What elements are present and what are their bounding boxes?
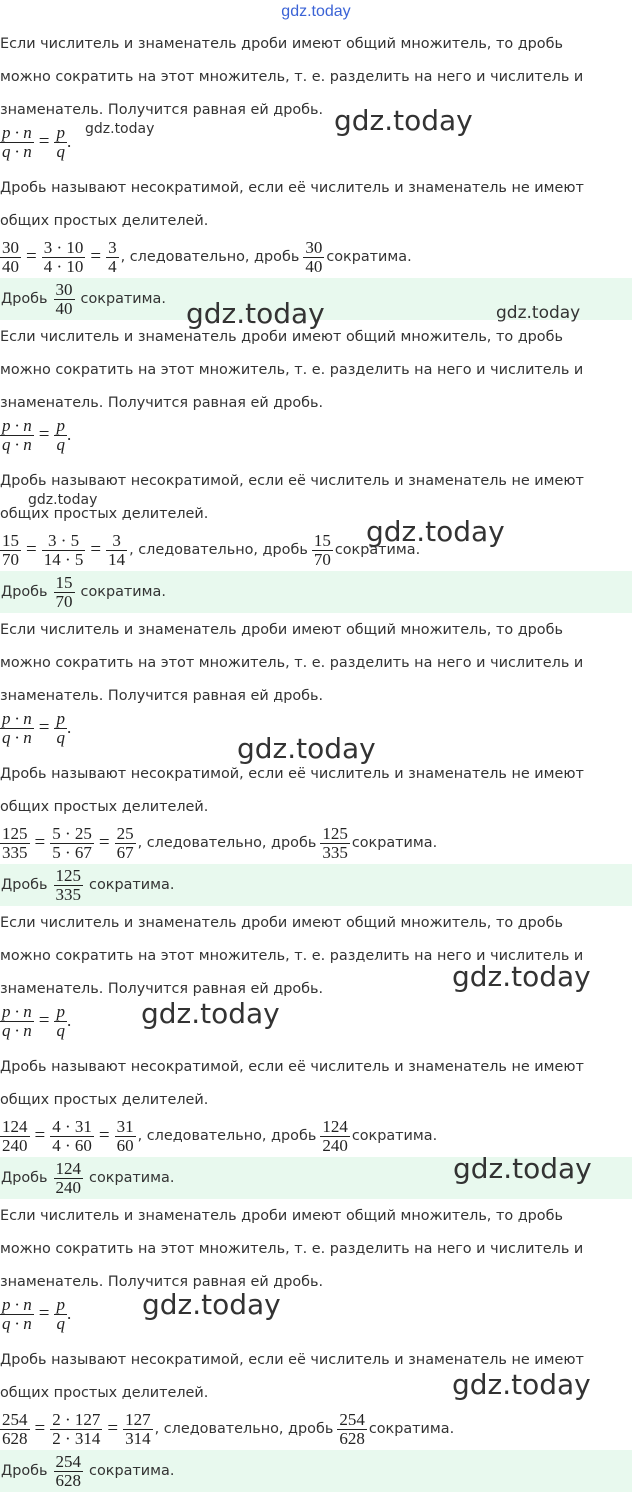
fraction-numerator: p · n bbox=[2, 122, 32, 142]
fraction-denominator: 240 bbox=[2, 1135, 28, 1155]
fraction-numerator: 30 bbox=[55, 279, 73, 299]
equals-sign: = bbox=[98, 832, 110, 853]
fraction-numerator: 3 bbox=[112, 530, 121, 550]
definition-text: общих простых делителей. bbox=[0, 213, 209, 229]
equals-sign: = bbox=[34, 832, 46, 853]
rule-text: Если числитель и знаменатель дроби имеют общий множитель, то дробь bbox=[0, 36, 563, 52]
fraction bbox=[54, 1453, 84, 1490]
fraction-numerator: p · n bbox=[2, 708, 32, 728]
fraction-denominator: q bbox=[56, 141, 65, 161]
definition-text: общих простых делителей. bbox=[0, 506, 209, 522]
fraction-numerator: 124 bbox=[322, 1116, 348, 1136]
fraction-denominator: 40 bbox=[2, 256, 19, 276]
fraction bbox=[115, 1118, 136, 1155]
fraction-denominator: 240 bbox=[322, 1135, 348, 1155]
rule-text: можно сократить на этот множитель, т. е. разделить на него и числитель и bbox=[0, 362, 584, 378]
reduction-equation bbox=[0, 1409, 458, 1449]
fraction-denominator: 70 bbox=[2, 549, 19, 569]
fraction-denominator: q bbox=[56, 1020, 65, 1040]
conclusion-text: сократима. bbox=[326, 249, 412, 265]
fraction-denominator: 67 bbox=[116, 842, 134, 862]
fraction bbox=[54, 574, 75, 611]
period: . bbox=[66, 1304, 72, 1323]
fraction-denominator: 14 · 5 bbox=[43, 549, 84, 569]
fraction-denominator: 628 bbox=[2, 1428, 28, 1448]
fraction bbox=[0, 532, 21, 569]
conclusion-text: , следовательно, дробь bbox=[137, 1128, 317, 1144]
fraction-denominator: 14 bbox=[108, 549, 126, 569]
fraction bbox=[54, 417, 67, 454]
fraction bbox=[54, 1160, 84, 1197]
fraction bbox=[0, 1118, 30, 1155]
definition-text: Дробь называют несократимой, если её числитель и знаменатель не имеют bbox=[0, 1352, 584, 1368]
fraction-denominator: q · n bbox=[2, 1313, 32, 1333]
fraction bbox=[123, 1411, 153, 1448]
equals-sign: = bbox=[98, 1125, 110, 1146]
fraction-denominator: 628 bbox=[55, 1470, 82, 1490]
fraction-denominator: q · n bbox=[2, 1020, 32, 1040]
conclusion-text: , следовательно, дробь bbox=[137, 835, 317, 851]
reduction-equation bbox=[0, 1116, 441, 1156]
fraction-numerator: p bbox=[56, 708, 65, 728]
equals-sign: = bbox=[34, 1418, 46, 1439]
rule-text: Если числитель и знаменатель дроби имеют общий множитель, то дробь bbox=[0, 329, 563, 345]
rule-text: Если числитель и знаменатель дроби имеют общий множитель, то дробь bbox=[0, 915, 563, 931]
fraction-numerator: 2 · 127 bbox=[52, 1409, 101, 1429]
equals-sign: = bbox=[90, 539, 102, 560]
rule-text: можно сократить на этот множитель, т. е. разделить на него и числитель и bbox=[0, 948, 584, 964]
fraction-denominator: 5 · 67 bbox=[52, 842, 92, 862]
answer-label: сократима. bbox=[80, 584, 166, 600]
definition-text: Дробь называют несократимой, если её числитель и знаменатель не имеют bbox=[0, 180, 584, 196]
rule-text: Если числитель и знаменатель дроби имеют общий множитель, то дробь bbox=[0, 622, 563, 638]
rule-text: Если числитель и знаменатель дроби имеют общий множитель, то дробь bbox=[0, 1208, 563, 1224]
fraction-denominator: q · n bbox=[2, 434, 32, 454]
solution-block bbox=[0, 321, 632, 614]
fraction bbox=[106, 239, 119, 276]
fraction bbox=[54, 124, 67, 161]
fraction bbox=[54, 710, 67, 747]
fraction-denominator: 335 bbox=[322, 842, 348, 862]
watermark: gdz.today bbox=[141, 997, 280, 1030]
reduction-equation bbox=[0, 530, 424, 570]
fraction-denominator: q bbox=[56, 1313, 65, 1333]
fraction bbox=[0, 1003, 34, 1040]
period: . bbox=[66, 1011, 72, 1030]
rule-text: можно сократить на этот множитель, т. е. разделить на него и числитель и bbox=[0, 655, 584, 671]
fraction-denominator: 40 bbox=[305, 256, 323, 276]
fraction-numerator: 31 bbox=[116, 1116, 134, 1136]
site-title[interactable]: gdz.today bbox=[281, 3, 351, 20]
watermark: gdz.today bbox=[85, 121, 155, 137]
fraction-denominator: 4 bbox=[108, 256, 117, 276]
fraction-denominator: q · n bbox=[2, 727, 32, 747]
fraction bbox=[54, 1003, 67, 1040]
equals-sign: = bbox=[107, 1418, 119, 1439]
equals-sign: = bbox=[34, 1125, 46, 1146]
reduction-formula bbox=[0, 1001, 71, 1041]
watermark: gdz.today bbox=[453, 1152, 592, 1185]
watermark: gdz.today bbox=[28, 492, 98, 508]
fraction-numerator: 125 bbox=[55, 865, 82, 885]
reduction-equation bbox=[0, 237, 416, 277]
fraction-numerator: 254 bbox=[339, 1409, 365, 1429]
answer-label: Дробь bbox=[1, 1463, 48, 1479]
answer-label: Дробь bbox=[1, 584, 48, 600]
fraction-numerator: 125 bbox=[322, 823, 348, 843]
watermark: gdz.today bbox=[452, 960, 591, 993]
fraction bbox=[54, 281, 75, 318]
rule-text: можно сократить на этот множитель, т. е. разделить на него и числитель и bbox=[0, 1241, 584, 1257]
watermark: gdz.today bbox=[366, 515, 505, 548]
fraction bbox=[54, 867, 84, 904]
equals-sign: = bbox=[38, 131, 50, 152]
definition-text: Дробь называют несократимой, если её числитель и знаменатель не имеют bbox=[0, 473, 584, 489]
rule-text: знаменатель. Получится равная ей дробь. bbox=[0, 688, 324, 704]
definition-text: общих простых делителей. bbox=[0, 1385, 209, 1401]
equals-sign: = bbox=[90, 246, 102, 267]
fraction-numerator: 125 bbox=[2, 823, 28, 843]
fraction-numerator: 15 bbox=[55, 572, 73, 592]
rule-text: знаменатель. Получится равная ей дробь. bbox=[0, 1274, 324, 1290]
period: . bbox=[66, 718, 72, 737]
fraction-numerator: 4 · 31 bbox=[52, 1116, 92, 1136]
fraction-numerator: 127 bbox=[125, 1409, 151, 1429]
conclusion-text: сократима. bbox=[368, 1421, 455, 1437]
fraction-numerator: 124 bbox=[55, 1158, 82, 1178]
definition-text: Дробь называют несократимой, если её числитель и знаменатель не имеют bbox=[0, 766, 584, 782]
fraction bbox=[42, 239, 86, 276]
answer-label: Дробь bbox=[1, 877, 48, 893]
definition-text: общих простых делителей. bbox=[0, 1092, 209, 1108]
watermark: gdz.today bbox=[186, 297, 325, 330]
fraction-numerator: 5 · 25 bbox=[52, 823, 92, 843]
reduction-formula bbox=[0, 1294, 71, 1334]
rule-text: можно сократить на этот множитель, т. е. разделить на него и числитель и bbox=[0, 69, 584, 85]
conclusion-text: сократима. bbox=[351, 1128, 438, 1144]
fraction-numerator: 15 bbox=[2, 530, 19, 550]
fraction bbox=[42, 532, 86, 569]
fraction-numerator: 3 · 10 bbox=[43, 237, 84, 257]
equals-sign: = bbox=[26, 539, 37, 560]
conclusion-text: сократима. bbox=[334, 542, 421, 558]
fraction-numerator: 30 bbox=[2, 237, 19, 257]
fraction-numerator: p · n bbox=[2, 415, 32, 435]
fraction bbox=[54, 1296, 67, 1333]
fraction-numerator: 25 bbox=[116, 823, 134, 843]
answer-highlight bbox=[0, 1450, 632, 1492]
conclusion-text: , следовательно, дробь bbox=[154, 1421, 334, 1437]
watermark: gdz.today bbox=[496, 303, 581, 323]
watermark: gdz.today bbox=[237, 732, 376, 765]
conclusion-text: сократима. bbox=[351, 835, 438, 851]
answer-label: Дробь bbox=[1, 1170, 48, 1186]
answer-highlight bbox=[0, 571, 632, 613]
fraction bbox=[320, 1118, 350, 1155]
fraction-numerator: 124 bbox=[2, 1116, 28, 1136]
rule-text: знаменатель. Получится равная ей дробь. bbox=[0, 395, 324, 411]
fraction-denominator: q bbox=[56, 727, 65, 747]
fraction-numerator: 3 bbox=[108, 237, 117, 257]
equals-sign: = bbox=[26, 246, 37, 267]
equals-sign: = bbox=[38, 1303, 50, 1324]
fraction bbox=[50, 825, 94, 862]
fraction bbox=[106, 532, 127, 569]
watermark: gdz.today bbox=[142, 1288, 281, 1321]
solution-block bbox=[0, 1200, 632, 1493]
fraction-numerator: p bbox=[56, 415, 65, 435]
fraction-denominator: 335 bbox=[55, 884, 82, 904]
fraction-numerator: 30 bbox=[305, 237, 323, 257]
fraction-numerator: p bbox=[56, 1294, 65, 1314]
period: . bbox=[66, 132, 72, 151]
fraction bbox=[0, 825, 30, 862]
fraction bbox=[115, 825, 136, 862]
fraction-numerator: p · n bbox=[2, 1294, 32, 1314]
answer-label: сократима. bbox=[80, 291, 166, 307]
fraction bbox=[0, 710, 34, 747]
definition-text: общих простых делителей. bbox=[0, 799, 209, 815]
answer-label: сократима. bbox=[89, 877, 175, 893]
equals-sign: = bbox=[38, 717, 50, 738]
reduction-equation bbox=[0, 823, 441, 863]
fraction-numerator: p bbox=[56, 122, 65, 142]
fraction-denominator: 60 bbox=[116, 1135, 134, 1155]
fraction-denominator: q bbox=[56, 434, 65, 454]
fraction bbox=[337, 1411, 367, 1448]
fraction bbox=[320, 825, 350, 862]
fraction-numerator: 3 · 5 bbox=[47, 530, 80, 550]
fraction-numerator: 254 bbox=[2, 1409, 28, 1429]
rule-text: знаменатель. Получится равная ей дробь. bbox=[0, 102, 324, 118]
conclusion-text: , следовательно, дробь bbox=[120, 249, 300, 265]
solution-block bbox=[0, 28, 632, 321]
fraction bbox=[50, 1411, 102, 1448]
fraction bbox=[0, 1296, 34, 1333]
conclusion-text: , следовательно, дробь bbox=[129, 542, 308, 558]
equals-sign: = bbox=[38, 424, 50, 445]
fraction bbox=[0, 1411, 30, 1448]
fraction-numerator: p bbox=[56, 1001, 65, 1021]
definition-text: Дробь называют несократимой, если её числитель и знаменатель не имеют bbox=[0, 1059, 584, 1075]
period: . bbox=[66, 425, 72, 444]
fraction bbox=[312, 532, 333, 569]
fraction-denominator: 628 bbox=[339, 1428, 365, 1448]
reduction-formula bbox=[0, 122, 71, 162]
answer-label: сократима. bbox=[89, 1170, 175, 1186]
fraction-numerator: 254 bbox=[55, 1451, 82, 1471]
fraction-denominator: 335 bbox=[2, 842, 28, 862]
answer-label: Дробь bbox=[1, 291, 48, 307]
fraction-denominator: 40 bbox=[55, 298, 73, 318]
fraction-numerator: 15 bbox=[313, 530, 331, 550]
fraction bbox=[303, 239, 324, 276]
reduction-formula bbox=[0, 708, 71, 748]
fraction-denominator: 70 bbox=[55, 591, 73, 611]
fraction-denominator: 4 · 60 bbox=[52, 1135, 92, 1155]
watermark: gdz.today bbox=[334, 104, 473, 137]
fraction-denominator: 4 · 10 bbox=[43, 256, 84, 276]
fraction-denominator: 240 bbox=[55, 1177, 82, 1197]
answer-highlight bbox=[0, 864, 632, 906]
reduction-formula bbox=[0, 415, 71, 455]
answer-label: сократима. bbox=[89, 1463, 175, 1479]
fraction-numerator: p · n bbox=[2, 1001, 32, 1021]
fraction-denominator: 2 · 314 bbox=[52, 1428, 101, 1448]
fraction-denominator: 70 bbox=[313, 549, 331, 569]
fraction-denominator: q · n bbox=[2, 141, 32, 161]
rule-text: знаменатель. Получится равная ей дробь. bbox=[0, 981, 324, 997]
fraction bbox=[50, 1118, 94, 1155]
fraction bbox=[0, 239, 21, 276]
equals-sign: = bbox=[38, 1010, 50, 1031]
fraction bbox=[0, 417, 34, 454]
fraction-denominator: 314 bbox=[125, 1428, 151, 1448]
fraction bbox=[0, 124, 34, 161]
watermark: gdz.today bbox=[452, 1368, 591, 1401]
